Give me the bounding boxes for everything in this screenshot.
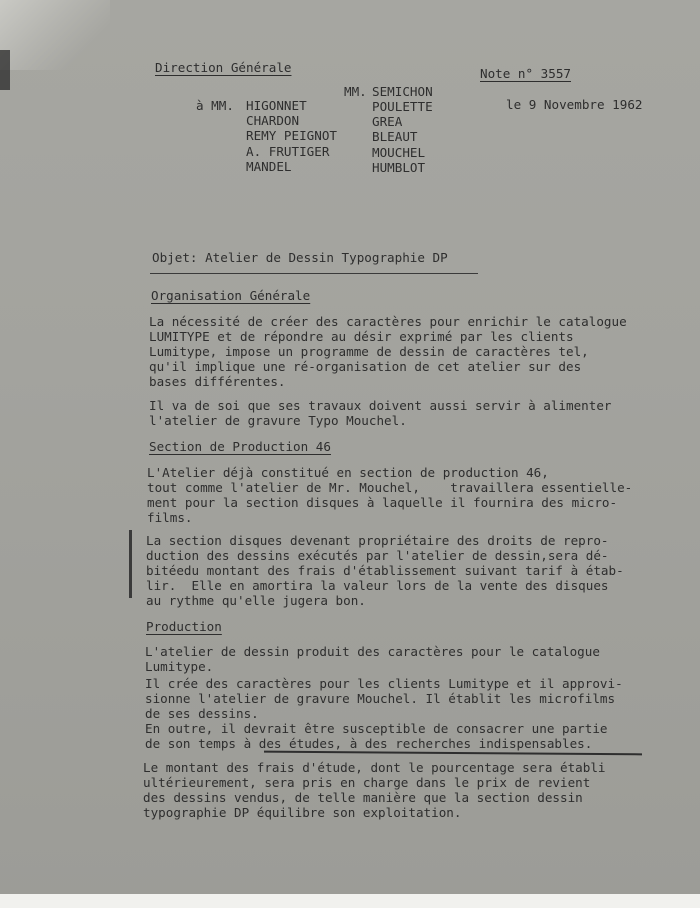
text-line: L'Atelier déjà constitué en section de production 46, <box>147 465 549 480</box>
text-line: Il crée des caractères pour les clients Lumitype et il approvi- <box>145 676 623 691</box>
text-line: l'atelier de gravure Typo Mouchel. <box>149 413 407 428</box>
text-line: duction des dessins exécutés par l'atelier de dessin,sera dé- <box>146 548 609 563</box>
object-line: Objet: Atelier de Dessin Typographie DP <box>152 250 448 265</box>
text-line: de ses dessins. <box>145 706 259 721</box>
text-line: bases différentes. <box>149 374 286 389</box>
recipient: CHARDON <box>246 113 300 128</box>
recipient: MANDEL <box>246 159 292 174</box>
text-line: ultérieurement, sera pris en charge dans le prix de revient <box>143 775 591 790</box>
recipient: HUMBLOT <box>372 160 426 175</box>
text-line: Lumitype. <box>145 659 214 674</box>
text-line: Lumitype, impose un programme de dessin de caractères tel, <box>149 344 589 359</box>
recipient: BLEAUT <box>372 129 418 144</box>
to-prefix: à MM. <box>196 98 234 113</box>
mm-prefix: MM. <box>344 84 367 99</box>
text-line: tout comme l'atelier de Mr. Mouchel, travaillera essentielle- <box>147 480 633 495</box>
text-line: sionne l'atelier de gravure Mouchel. Il établit les microfilms <box>145 691 616 706</box>
recipient: GREA <box>372 114 403 129</box>
text-line: Il va de soi que ses travaux doivent aussi servir à alimenter <box>149 398 612 413</box>
text-line: La section disques devenant propriétaire des droits de repro- <box>146 533 609 548</box>
text-line: LUMITYPE et de répondre au désir exprimé par les clients <box>149 329 574 344</box>
recipient: REMY PEIGNOT <box>246 128 337 143</box>
text-line: de son temps à des études, à des recherches indispensables. <box>145 736 593 751</box>
folded-corner <box>0 0 110 70</box>
text-line: La nécessité de créer des caractères pour enrichir le catalogue <box>149 314 627 329</box>
recipient: MOUCHEL <box>372 145 426 160</box>
text-line: lir. Elle en amortira la valeur lors de la vente des disques <box>146 578 609 593</box>
text-line: au rythme qu'elle jugera bon. <box>146 593 366 608</box>
direction-heading: Direction Générale <box>155 60 292 75</box>
note-number: Note n° 3557 <box>480 66 571 81</box>
recipient: SEMICHON <box>372 84 433 99</box>
text-line: films. <box>147 510 193 525</box>
text-line: des dessins vendus, de telle manière que la section dessin <box>143 790 583 805</box>
text-line: Le montant des frais d'étude, dont le pourcentage sera établi <box>143 760 606 775</box>
text-line: En outre, il devrait être susceptible de consacrer une partie <box>145 721 608 736</box>
recipient: A. FRUTIGER <box>246 144 330 159</box>
edge-mark <box>0 50 10 90</box>
section-title-organisation: Organisation Générale <box>151 288 311 303</box>
recipient: HIGONNET <box>246 98 307 113</box>
text-line: L'atelier de dessin produit des caractères pour le catalogue <box>145 644 600 659</box>
scan-border <box>0 894 700 908</box>
margin-marker <box>129 530 132 598</box>
object-underline <box>150 273 478 274</box>
section-title-production-46: Section de Production 46 <box>149 439 331 454</box>
text-line: typographie DP équilibre son exploitation. <box>143 805 462 820</box>
section-title-production: Production <box>146 619 222 634</box>
recipient: POULETTE <box>372 99 433 114</box>
text-line: qu'il implique une ré-organisation de cet atelier sur des <box>149 359 582 374</box>
letter-date: le 9 Novembre 1962 <box>506 97 643 112</box>
text-line: ment pour la section disques à laquelle il fournira des micro- <box>147 495 618 510</box>
text-line: bitéedu montant des frais d'établissement suivant tarif à étab- <box>146 563 624 578</box>
